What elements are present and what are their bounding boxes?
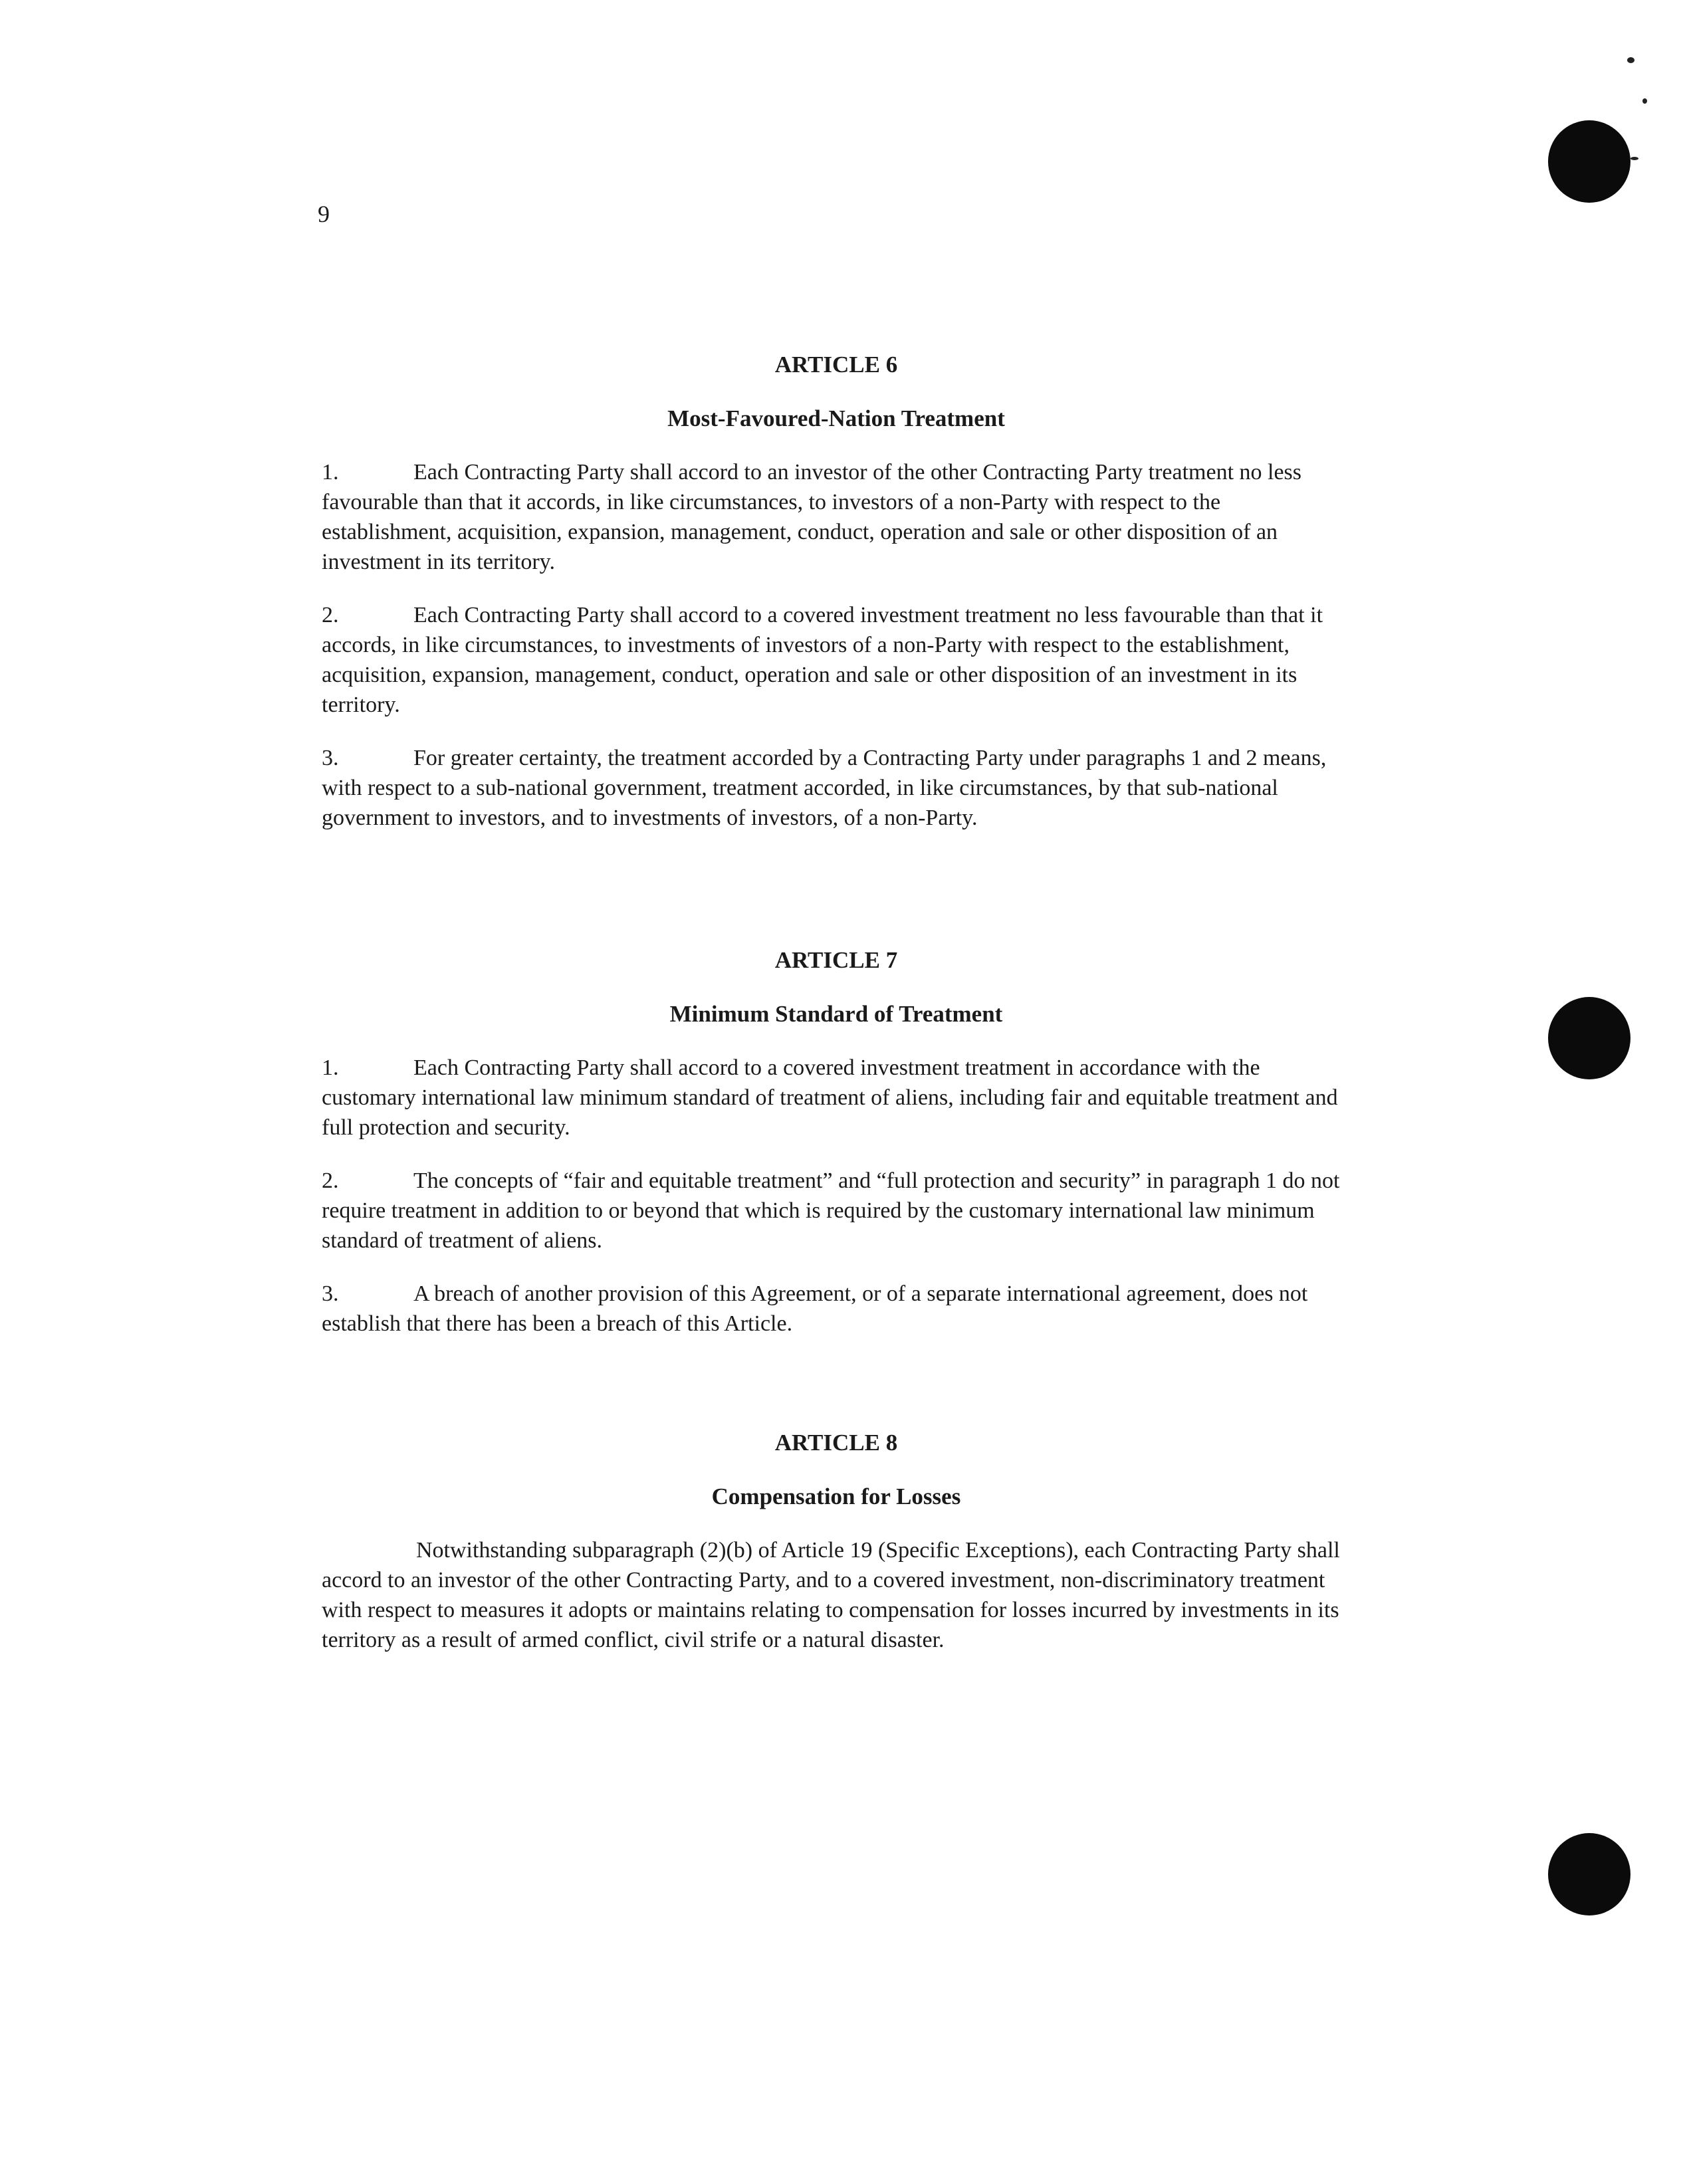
- scan-speck: [1627, 57, 1634, 63]
- article-body: Notwithstanding subparagraph (2)(b) of Article 19 (Specific Exceptions), each Contracting Party shall accord to an investor of the other Contracting Party, and to a covered investment, non-discriminatory treatment with respect to measures it adopts or maintains relating to compensation for losses incurred by investments in its territory as a result of armed conflict, civil strife or a natural disaster.: [322, 1538, 1340, 1652]
- clause-number: 1.: [322, 1055, 339, 1080]
- punch-hole: [1548, 997, 1630, 1079]
- clause-text: For greater certainty, the treatment accorded by a Contracting Party under paragraphs 1 and 2 means, with respect to a sub-national government, treatment accorded, in like circumstances, by that sub-national government to investors, and to investments of investors, of a non-Party.: [322, 746, 1327, 830]
- article-heading: ARTICLE 6: [774, 352, 898, 378]
- clause: [322, 1166, 1351, 1256]
- punch-hole: [1548, 1833, 1630, 1915]
- article-title: Most-Favoured-Nation Treatment: [667, 405, 1005, 431]
- clause-number: 2.: [322, 1168, 339, 1193]
- clause: [322, 743, 1351, 833]
- clause: [322, 1053, 1351, 1143]
- clause-text: The concepts of “fair and equitable treatment” and “full protection and security” in paragraph 1 do not require treatment in addition to or beyond that which is required by the customary international law minimum standard of treatment of aliens.: [322, 1168, 1340, 1253]
- clause-text: A breach of another provision of this Agreement, or of a separate international agreement, does not establish that there has been a breach of this Article.: [322, 1281, 1308, 1336]
- clause: [322, 457, 1351, 577]
- clause: [322, 600, 1351, 720]
- article-heading: ARTICLE 8: [774, 1430, 898, 1456]
- clause-text: Each Contracting Party shall accord to a covered investment treatment no less favourable than that it accords, in like circumstances, to investments of investors of a non-Party with respect to the establishment, acquisition, expansion, management, conduct, operation and sale or other disposition of an investment in its territory.: [322, 603, 1323, 717]
- article-8: [322, 1429, 1351, 1655]
- clause-text: Each Contracting Party shall accord to an investor of the other Contracting Party treatment no less favourable than that it accords, in like circumstances, to investors of a non-Party with respect to the establishment, acquisition, expansion, management, conduct, operation and sale or other disposition of an investment in its territory.: [322, 460, 1302, 574]
- scan-speck: [1630, 157, 1638, 160]
- article-heading: ARTICLE 7: [774, 947, 898, 973]
- page-number: 9: [318, 201, 330, 227]
- clause-number: 3.: [322, 746, 339, 770]
- article-title: Minimum Standard of Treatment: [669, 1001, 1003, 1027]
- scan-speck: [1642, 98, 1647, 104]
- clause-number: 1.: [322, 460, 339, 485]
- clause-number: 2.: [322, 603, 339, 627]
- clause-text: Each Contracting Party shall accord to a covered investment treatment in accordance with the customary international law minimum standard of treatment of aliens, including fair and equitable treatment and full protection and security.: [322, 1055, 1338, 1140]
- punch-hole: [1548, 120, 1630, 203]
- clause-number: 3.: [322, 1281, 339, 1306]
- article-6: [322, 351, 1351, 833]
- clause: [322, 1279, 1351, 1339]
- article-title: Compensation for Losses: [711, 1483, 961, 1509]
- article-7: [322, 946, 1351, 1339]
